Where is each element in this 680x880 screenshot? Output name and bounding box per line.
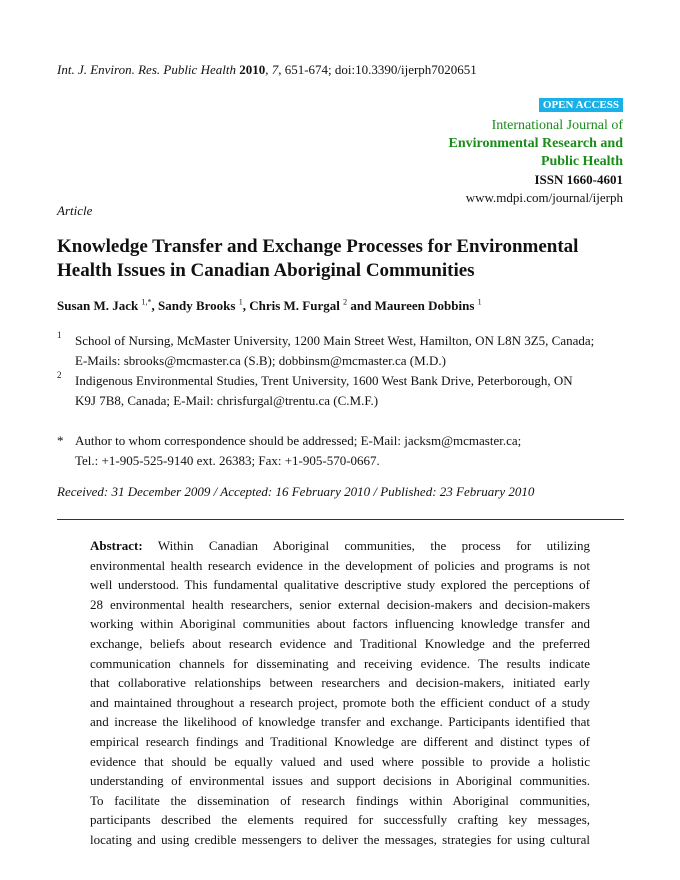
affiliation	[57, 331, 624, 371]
journal-abbrev: Int. J. Environ. Res. Public Health	[57, 62, 236, 77]
abstract-text: Within Canadian Aboriginal communities, the process for utilizing	[142, 538, 590, 553]
abstract-line	[90, 654, 590, 674]
abstract-line	[90, 575, 590, 595]
affiliations	[57, 331, 624, 471]
abstract-text: evidence that should be equally valued and used where possible to provide a holistic	[90, 753, 590, 769]
author-separator: and	[347, 298, 375, 313]
abstract-text: locating and using credible messengers to deliver the messages, strategies for using cultural	[90, 831, 590, 847]
affiliation	[57, 371, 624, 411]
abstract-text: exchange, beliefs about research evidence and Traditional Knowledge and the preferred	[90, 635, 590, 651]
abstract-line	[90, 634, 590, 654]
article-body	[57, 202, 624, 850]
divider	[57, 519, 624, 520]
author-affiliation-mark: 1	[477, 297, 482, 307]
author-affiliation-mark: 1,*	[141, 297, 152, 307]
affiliation-line: School of Nursing, McMaster University, 1200 Main Street West, Hamilton, ON L8N 3Z5, Canada;	[75, 333, 595, 348]
abstract-text: 28 environmental health researchers, senior external decision-makers and decision-makers	[90, 596, 590, 612]
abstract-line	[90, 732, 590, 752]
abstract-text: To facilitate the dissemination of research findings within Aboriginal communities,	[90, 792, 590, 808]
abstract	[90, 536, 590, 850]
abstract-line	[90, 712, 590, 732]
affiliation-mark: *	[57, 433, 64, 448]
paper-title: Knowledge Transfer and Exchange Processes for Environmental Health Issues in Canadian Aboriginal Communities	[57, 236, 579, 281]
abstract-line	[90, 791, 590, 811]
abstract-line	[90, 752, 590, 772]
open-access-badge: OPEN ACCESS	[539, 98, 623, 112]
abstract-text: and increase the likelihood of knowledge transfer and exchange. Participants identified that	[90, 714, 590, 730]
year: 2010	[239, 62, 266, 77]
author-name: Susan M. Jack	[57, 298, 139, 313]
author-name: Sandy Brooks	[158, 298, 236, 313]
affiliation	[57, 431, 624, 471]
affiliation-line: Indigenous Environmental Studies, Trent University, 1600 West Bank Drive, Peterborough, ON	[75, 373, 573, 388]
citation-line: Int. J. Environ. Res. Public Health 2010, 7, 651-674; doi:10.3390/ijerph7020651	[57, 62, 477, 77]
affiliation-mark: 1	[57, 330, 62, 340]
publication-dates: Received: 31 December 2009 / Accepted: 16 February 2010 / Published: 23 February 2010	[57, 484, 535, 499]
affiliation-mark: 2	[57, 370, 62, 380]
journal-line: Environmental Research and	[448, 136, 623, 151]
abstract-text: participants described the elements required for successfully crafting key messages,	[90, 812, 590, 828]
abstract-text: empirical research findings and Traditional Knowledge are different and distinct types of	[90, 733, 590, 749]
abstract-line	[90, 556, 590, 576]
issn: ISSN 1660-4601	[534, 172, 623, 187]
journal-name	[449, 117, 624, 171]
author-list	[57, 297, 624, 315]
abstract-text: environmental health research evidence in the development of policies and programs is not	[90, 557, 590, 573]
affiliation-line: E-Mails: sbrooks@mcmaster.ca (S.B); dobbinsm@mcmaster.ca (M.D.)	[75, 353, 446, 368]
volume: 7	[271, 62, 279, 77]
author-affiliation-mark: 2	[343, 297, 348, 307]
abstract-text: well understood. This fundamental qualitative descriptive study explored the perceptions of	[90, 577, 590, 593]
abstract-line	[90, 810, 590, 830]
article-type: Article	[57, 203, 93, 218]
abstract-line	[90, 693, 590, 713]
abstract-text: that collaborative relationships between researchers and decision-makers, initiated early	[90, 675, 590, 691]
journal-line: International Journal of	[491, 118, 623, 133]
abstract-line	[90, 830, 590, 850]
abstract-line	[90, 595, 590, 615]
author-affiliation-mark: 1	[238, 297, 243, 307]
abstract-line	[90, 536, 590, 556]
affiliation-line: K9J 7B8, Canada; E-Mail: chrisfurgal@trentu.ca (C.M.F.)	[75, 393, 379, 408]
pages-doi: , 651-674; doi:10.3390/ijerph7020651	[278, 62, 477, 77]
affiliation-line: Author to whom correspondence should be addressed; E-Mail: jacksm@mcmaster.ca;	[75, 433, 522, 448]
journal-masthead	[449, 95, 624, 207]
affiliation-line: Tel.: +1-905-525-9140 ext. 26383; Fax: +1-905-570-0667.	[75, 453, 380, 468]
journal-line: Public Health	[540, 154, 623, 169]
abstract-line	[90, 771, 590, 791]
abstract-label: Abstract:	[90, 538, 143, 553]
journal-url[interactable]: www.mdpi.com/journal/ijerph	[465, 190, 623, 205]
abstract-text: working within Aboriginal communities about factors influencing knowledge transfer and	[90, 616, 590, 632]
author-name: Chris M. Furgal	[249, 298, 340, 313]
author-name: Maureen Dobbins	[374, 298, 475, 313]
author-separator: ,	[151, 298, 159, 313]
abstract-text: and maintained throughout a research project, promote both the efficient conduct of a study	[90, 694, 590, 710]
abstract-text: understanding of environmental issues and support decisions in Aboriginal communities.	[90, 773, 590, 789]
abstract-line	[90, 614, 590, 634]
abstract-text: communication channels for disseminating and receiving evidence. The results indicate	[90, 655, 590, 671]
author-separator: ,	[242, 298, 250, 313]
abstract-line	[90, 673, 590, 693]
